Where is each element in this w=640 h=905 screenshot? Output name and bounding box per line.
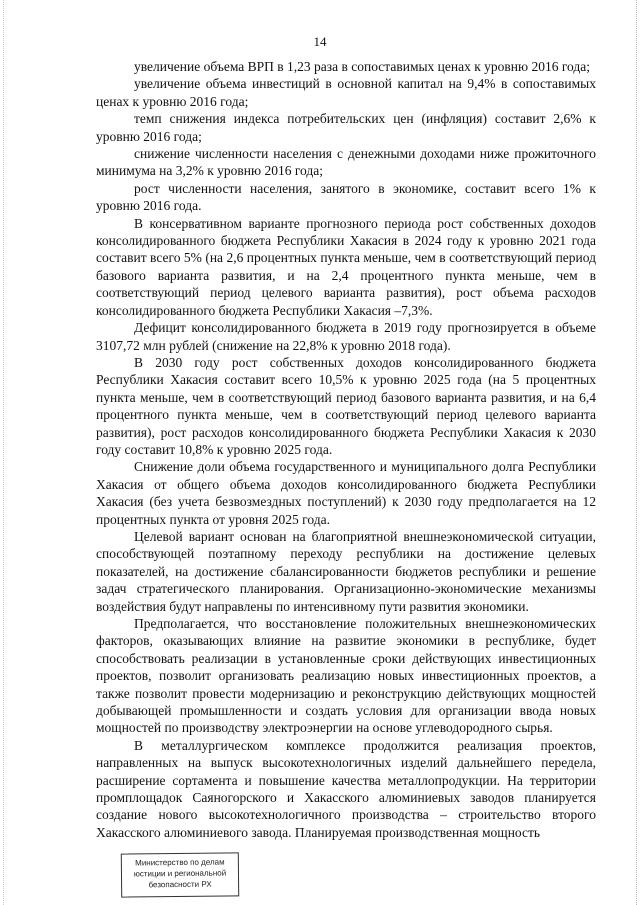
page-number: 14 — [313, 34, 327, 49]
ministry-stamp — [121, 852, 239, 897]
document-body — [96, 58, 596, 841]
scan-left-edge — [3, 0, 4, 905]
paragraph-debt-share: Снижение доли объема государственного и муниципального долга Республики Хакасия от общего объема доходов консолидированного бюджета Республики Хакасия (без учета безвозмездных поступлений) к 2030 году предполагается на 12 процентных пункта от уровня 2025 года. — [96, 459, 596, 527]
paragraph-target-variant: Целевой вариант основан на благоприятной внешнеэкономической ситуации, способствующей поэтапному переходу республики на достижение целевых показателей, на достижение сбалансированности бюджетов республики и решение задач стратегического планирования. Организационно-экономические механизмы воздействия будут направлены по интенсивному пути развития экономики. — [96, 528, 596, 614]
paragraph-deficit-2019: Дефицит консолидированного бюджета в 2019 году прогнозируется в объеме 3107,72 млн рублей (снижение на 22,8% к уровню 2018 года). — [96, 320, 596, 353]
paragraph-external-factors: Предполагается, что восстановление положительных внешнеэкономических факторов, оказывающих влияние на развитие экономики в республике, будет способствовать реализации в установленные сроки действующих инвестиционных проектов, позволит организовать реализацию новых инвестиционных проектов, а также позволит провести модернизацию и реконструкцию действующих мощностей добывающей промышленности и создать условия для организации ввода новых мощностей по производству электроэнергии на основе углеводородного сырья. — [96, 616, 596, 736]
paragraph-conservative-variant: В консервативном варианте прогнозного периода рост собственных доходов консолидированного бюджета Республики Хакасия в 2024 году к уровню 2021 года составит всего 5% (на 2,6 процентных пункта меньше, чем в соответствующий период базового варианта развития, и на 2,4 процентного пункта меньше, чем в соответствующий период целевого варианта развития), рост объема расходов консолидированного бюджета Республики Хакасия –7,3%. — [96, 215, 596, 318]
paragraph-inflation: темп снижения индекса потребительских цен (инфляция) составит 2,6% к уровню 2016 года; — [96, 111, 596, 144]
paragraph-2030-revenue: В 2030 году рост собственных доходов консолидированного бюджета Республики Хакасия составит всего 10,5% к уровню 2025 года (на 5 процентных пункта меньше, чем в соответствующий период базового варианта развития, и на 6,4 процентного пункта меньше, чем в соответствующий период целевого варианта развития), рост расходов консолидированного бюджета Республики Хакасия к 2030 году составит 10,8% к уровню 2025 года. — [96, 354, 596, 457]
stamp-line: безопасности РХ — [148, 879, 212, 890]
stamp-line: юстиции и региональной — [133, 868, 227, 879]
paragraph-metallurgy: В металлургическом комплексе продолжится реализация проектов, направленных на выпуск высокотехнологичных изделий дальнейшего передела, расширение сортамента и повышение качества металлопродукции. На территории промплощадок Саяногорского и Хакасского алюминиевых заводов планируется создание нового высокотехнологичного производства – строительство второго Хакасского алюминиевого завода. Планируемая производственная мощность — [96, 737, 596, 840]
paragraph-poverty-reduction: снижение численности населения с денежными доходами ниже прожиточного минимума на 3,2% к уровню 2016 года; — [96, 146, 596, 179]
paragraph-vrp-growth: увеличение объема ВРП в 1,23 раза в сопоставимых ценах к уровню 2016 года; — [134, 59, 591, 74]
stamp-line: Министерство по делам — [135, 857, 225, 868]
paragraph-employment-growth: рост численности населения, занятого в экономике, составит всего 1% к уровню 2016 года. — [96, 180, 596, 214]
paragraph-investment-growth: увеличение объема инвестиций в основной капитал на 9,4% в сопоставимых ценах к уровню 2016 года; — [96, 76, 596, 109]
scan-right-edge — [636, 0, 637, 905]
